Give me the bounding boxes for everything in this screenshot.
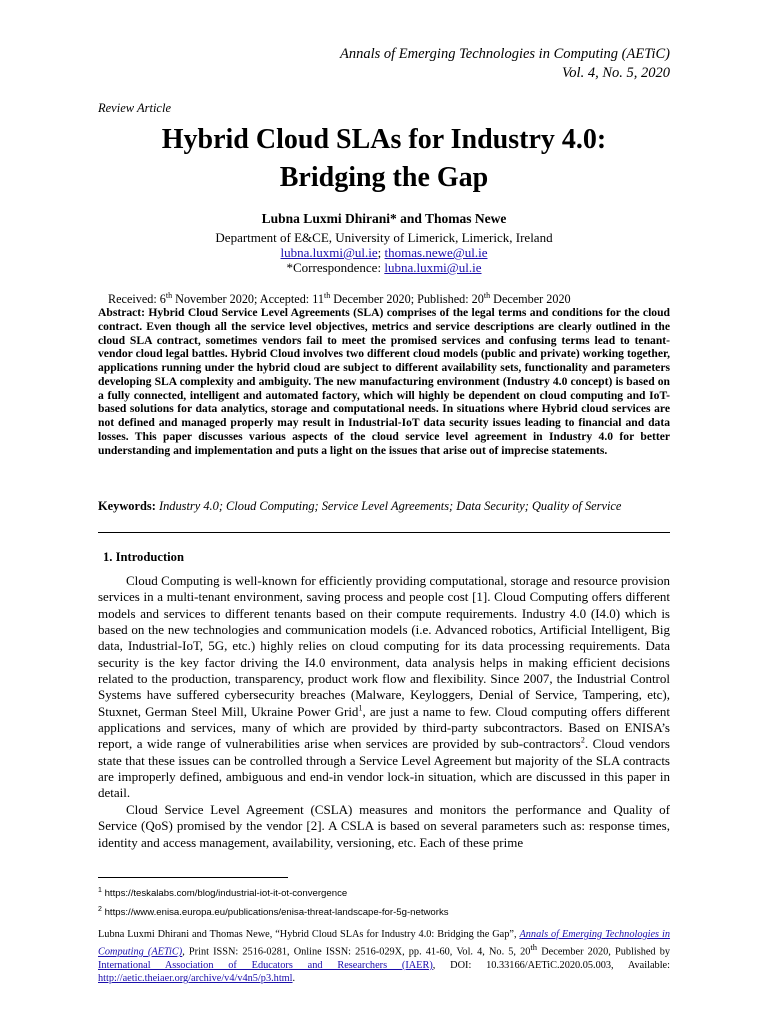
footnote-1-text: https://teskalabs.com/blog/industrial-iot-it-ot-convergence [104,888,348,900]
footnotes [98,883,670,921]
citation-text-2: , Print ISSN: 2516-0281, Online ISSN: 2516-029X, pp. 41-60, Vol. 4, No. 5, 20 [182,946,531,958]
affiliation: Department of E&CE, University of Limerick, Limerick, Ireland [215,230,553,245]
received-date: Received: 6 [108,292,166,306]
introduction-body [98,573,670,851]
abstract: Abstract: Hybrid Cloud Service Level Agreements (SLA) comprises of the legal terms and conditions for the cloud contract. Even though all the service level objectives, metrics and service descriptions are clearly outlined in the cloud SLA contract, sometimes vendors fail to meet the promised services and confusing terms lead to tenant-vendor cloud legal battles. Hybrid Cloud involves two different cloud models (public and private) working together, applications running under the hybrid cloud are subject to different availability sets, functionality and parameters developing SLA complexity and ambiguity. The new manufacturing environment (Industry 4.0 concept) is based on a fully connected, intelligent and automated factory, which will highly be dependent on cloud computing and IoT-based solutions for data analytics, storage and computational needs. In situations where Hybrid cloud services are not defined and managed properly may result in Industrial-IoT data security issues leading to financial and data losses. This paper discusses various aspects of the cloud service level agreement in Industry 4.0 for better understanding and implementation and puts a light on the issues that arise out of imprecise statements. [98,306,670,457]
journal-volume: Vol. 4, No. 5, 2020 [562,65,670,81]
title-line-2: Bridging the Gap [279,162,489,193]
accepted-label: November 2020; Accepted: 11 [172,292,324,306]
publication-dates [108,292,571,307]
footnote-2 [98,902,670,921]
paragraph-2: Cloud Service Level Agreement (CSLA) measures and monitors the performance and Quality of Service (QoS) promised by the vendor [2]. A CSLA is based on several parameters such as: response times, identity and access management, availability, versioning, etc. Each of these prime [98,801,670,850]
keywords [98,499,670,514]
footnote-1-number: 1 [98,887,102,894]
received-sup: th [165,290,173,300]
published-label: December 2020; Published: 20 [330,292,484,306]
paper-title [98,121,670,197]
footnote-ref-1: 1 [358,703,363,713]
email-line [98,245,670,260]
footnote-2-number: 2 [98,906,102,914]
paragraph-1-part-1: Cloud Computing is well-known for efficiently providing computational, storage and resource provision services in a multi-tenant environment, saving process and people cost [1]. Cloud Computing offers different models and services to different tenants based on their compute requirements. Industry 4.0 (I4.0) which is based on the new technologies and communication models (i.e. Advanced robotics, Artificial Intelligent, Big data, Industrial-IoT, 5G, etc.) highly relies on cloud computing for its data processing requirements. Data security is the key factor driving the I4.0 environment, data analysis helps in making efficient decisions related to the production, transparency, product work flow and flexibility. Since 2007, the Industrial Control Systems have suffered cybersecurity breaches (Malware, Keyloggers, Denial of Service, Tampering, etc), Stuxnet, German Steel Mill, Ukraine Power Grid [98,573,670,719]
title-line-1: Hybrid Cloud SLAs for Industry 4.0: [161,124,607,155]
keywords-text: Industry 4.0; Cloud Computing; Service Level Agreements; Data Security; Quality of Service [158,499,622,513]
email-link-1[interactable]: lubna.luxmi@ul.ie [280,245,378,260]
footnote-ref-2: 2 [580,736,585,746]
correspondence-label: *Correspondence: [286,260,382,275]
article-type: Review Article [98,101,172,115]
accepted-sup: th [323,290,331,300]
affiliation-block [98,230,670,275]
citation-text-4: , DOI: 10.33166/AETiC.2020.05.003, Available: [432,959,670,971]
paragraph-1 [98,573,670,802]
citation-publisher-link[interactable]: International Association of Educators and Researchers (IAER) [98,959,433,971]
journal-name: Annals of Emerging Technologies in Computing (AETiC) [339,46,670,62]
citation-sup: th [530,942,538,953]
footnote-divider [98,877,288,878]
paragraph-1-part-2: , are just a name to few. Cloud computing offers different applications and services, many of which are provided by third-party subcontractors. Based on ENISA’s report, a wide range of vulnerabilities arise when services are provided by sub-contractors [98,703,670,752]
authors: Lubna Luxmi Dhirani* and Thomas Newe [261,211,507,226]
citation-text-3: December 2020, Published by [537,946,671,958]
citation-text-5: . [292,973,296,985]
keywords-label: Keywords: [98,499,156,513]
citation-block [98,928,670,985]
email-separator: ; [377,245,382,260]
citation-url-link[interactable]: http://aetic.theiaer.org/archive/v4/v4n5/p3.html [98,973,293,985]
citation-journal-link[interactable]: Annals of Emerging Technologies in Computing (AETiC) [98,929,671,958]
journal-header [340,45,670,83]
footnote-1 [98,883,670,902]
citation-text-1: Lubna Luxmi Dhirani and Thomas Newe, “Hybrid Cloud SLAs for Industry 4.0: Bridging the Gap”, [98,929,520,940]
published-date: December 2020 [490,292,571,306]
paragraph-1-part-3: . Cloud vendors state that these issues can be controlled through a Service Level Agreement but majority of the SLA contracts are improperly defined, ambiguous and end-in vendor lock-in situation, which are discussed in this paper in detail. [98,736,670,801]
email-link-2[interactable]: thomas.newe@ul.ie [384,245,488,260]
footnote-2-text: https://www.enisa.europa.eu/publications/enisa-threat-landscape-for-5g-networks [104,907,449,919]
published-sup: th [483,290,491,300]
section-divider [98,532,670,533]
correspondence-email-link[interactable]: lubna.luxmi@ul.ie [384,260,482,275]
section-heading-introduction: 1. Introduction [103,550,184,564]
correspondence-line [98,260,670,275]
